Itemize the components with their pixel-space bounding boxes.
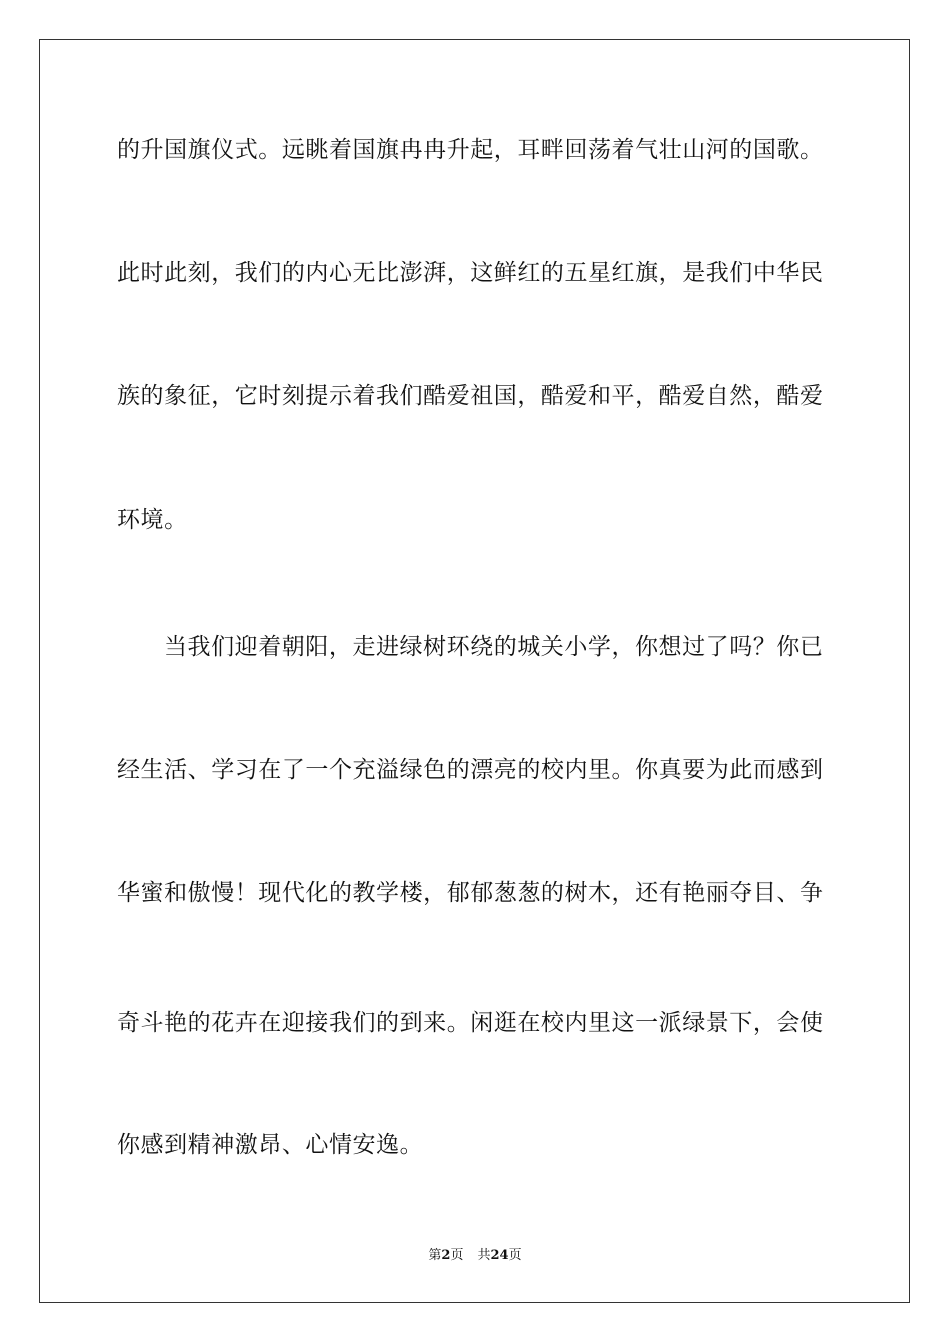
- total-suffix: 页: [508, 1248, 522, 1263]
- page-number: 2: [441, 1248, 451, 1263]
- body-text-line: 奇斗艳的花卉在迎接我们的到来。闲逛在校内里这一派绿景下，会使: [117, 1010, 824, 1036]
- body-text-line: 经生活、学习在了一个充溢绿色的漂亮的校内里。你真要为此而感到: [117, 757, 824, 783]
- body-text-line: 你感到精神激昂、心情安逸。: [117, 1132, 424, 1158]
- total-pages: 24: [490, 1248, 509, 1263]
- page-prefix: 第: [428, 1248, 442, 1263]
- body-text-line: 此时此刻，我们的内心无比澎湃，这鲜红的五星红旗，是我们中华民: [117, 260, 824, 286]
- body-text-line: 环境。: [117, 507, 188, 533]
- page-footer: [0, 1246, 950, 1266]
- page-suffix: 页: [450, 1248, 464, 1263]
- body-text-line: 当我们迎着朝阳，走进绿树环绕的城关小学，你想过了吗？你已: [164, 634, 824, 660]
- body-text-line: 华蜜和傲慢！现代化的教学楼，郁郁葱葱的树木，还有艳丽夺目、争: [117, 880, 824, 906]
- page-border: [39, 39, 910, 1303]
- total-prefix: 共: [477, 1248, 491, 1263]
- body-text-line: 族的象征，它时刻提示着我们酷爱祖国，酷爱和平，酷爱自然，酷爱: [117, 383, 824, 409]
- body-text-line: 的升国旗仪式。远眺着国旗冉冉升起，耳畔回荡着气壮山河的国歌。: [117, 137, 824, 163]
